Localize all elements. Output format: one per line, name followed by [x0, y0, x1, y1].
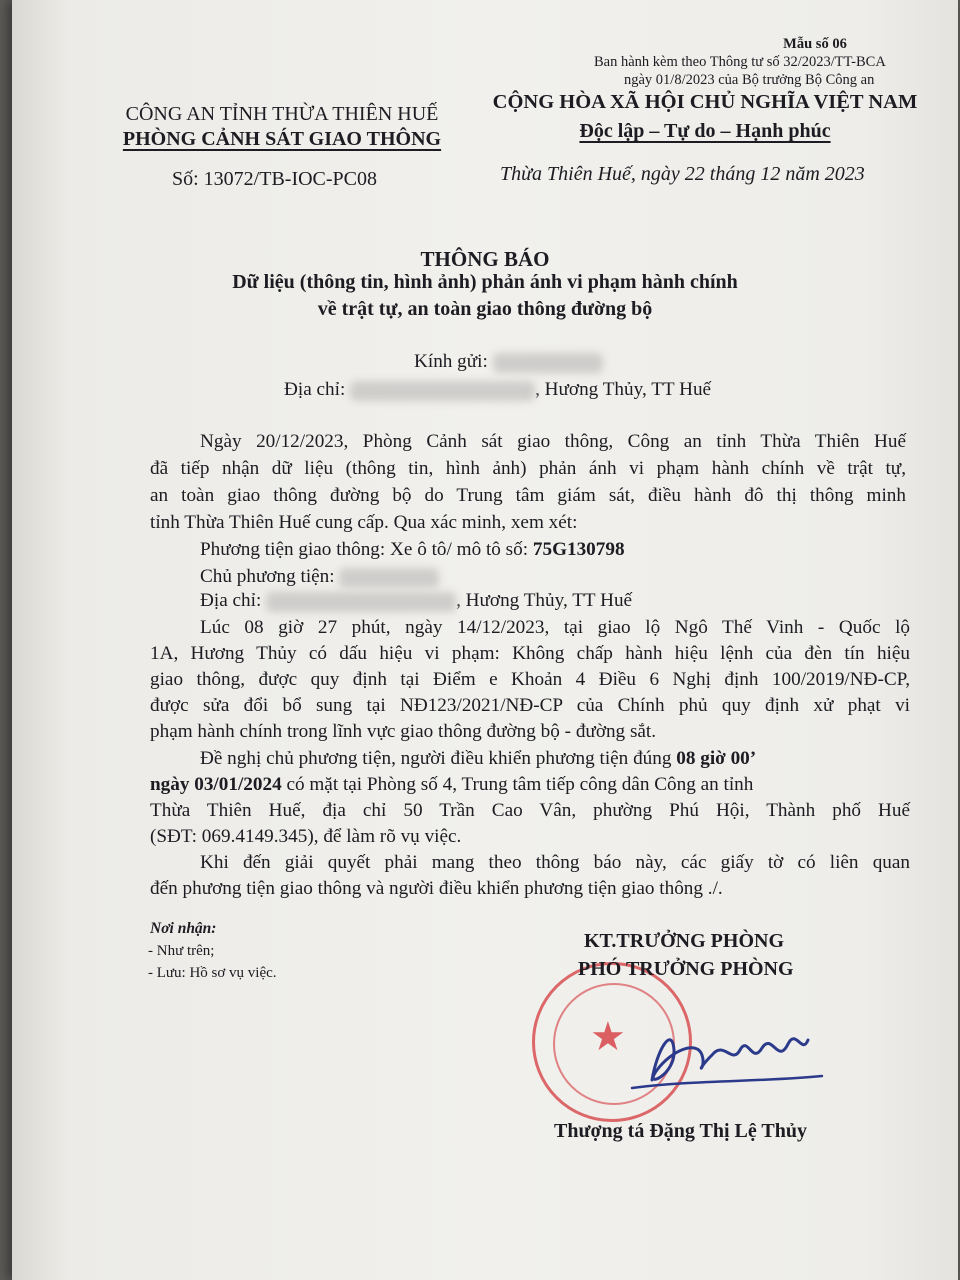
para2-line3: giao thông, được quy định tại Điểm e Khoản 4 Điều 6 Nghị định 100/2019/NĐ-CP, [150, 669, 910, 690]
form-issued-date: ngày 01/8/2023 của Bộ trưởng Bộ Công an [624, 72, 875, 88]
para3-line2: ngày 03/01/2024 có mặt tại Phòng số 4, Trung tâm tiếp công dân Công an tỉnh [150, 774, 754, 795]
para2-line2: 1A, Hương Thủy có dấu hiệu vi phạm: Không chấp hành hiệu lệnh của đèn tín hiệu [150, 643, 910, 664]
doc-number: Số: 13072/TB-IOC-PC08 [172, 168, 378, 190]
recipients-item2: - Lưu: Hồ sơ vụ việc. [148, 965, 277, 981]
signer-name: Thượng tá Đặng Thị Lệ Thủy [554, 1120, 807, 1142]
recipient-line [414, 348, 603, 376]
para3-line1: Đề nghị chủ phương tiện, người điều khiển phương tiện đúng 08 giờ 00’ [200, 748, 757, 769]
para3-line4: (SĐT: 069.4149.345), để làm rõ vụ việc. [150, 826, 462, 847]
owner-address-line: Địa chỉ: , Hương Thủy, TT Huế [200, 590, 633, 611]
sign-title-2: PHÓ TRƯỞNG PHÒNG [578, 958, 794, 980]
gov-motto: Độc lập – Tự do – Hạnh phúc [579, 120, 831, 142]
para1-line1: Ngày 20/12/2023, Phòng Cảnh sát giao thông, Công an tỉnh Thừa Thiên Huế [200, 431, 906, 452]
address-tail: Hương Thủy, TT Huế [544, 379, 712, 400]
para1-line3: an toàn giao thông đường bộ do Trung tâm giám sát, điều hành đô thị thông minh [150, 485, 906, 506]
form-issued-with: Ban hành kèm theo Thông tư số 32/2023/TT-BCA [594, 54, 886, 70]
appointment-date: ngày 03/01/2024 [150, 774, 282, 795]
para2-line4: được sửa đổi bổ sung tại NĐ123/2021/NĐ-CP của Chính phủ quy định xử phạt vi [150, 695, 910, 716]
to-label: Kính gửi: [414, 351, 488, 372]
para4-line2: đến phương tiện giao thông và người điều khiển phương tiện giao thông ./. [150, 878, 723, 899]
seal-star-icon: ★ [590, 1014, 626, 1059]
para1-line2: đã tiếp nhận dữ liệu (thông tin, hình ảnh) phản ánh vi phạm hành chính về trật tự, [150, 458, 906, 479]
redacted-recipient-name [493, 353, 603, 373]
vehicle-label: Phương tiện giao thông: Xe ô tô/ mô tô số: [200, 539, 529, 560]
doc-subtitle-line1: Dữ liệu (thông tin, hình ảnh) phản ánh vi phạm hành chính [232, 271, 738, 293]
para4-line1: Khi đến giải quyết phải mang theo thông báo này, các giấy tờ có liên quan [200, 852, 910, 873]
org-block [112, 102, 452, 152]
owner-address-label: Địa chỉ: [200, 590, 262, 611]
document-page [12, 0, 958, 1280]
org-unit: PHÒNG CẢNH SÁT GIAO THÔNG [122, 128, 442, 150]
recipients-label: Nơi nhận: [150, 920, 217, 937]
doc-subtitle-line2: về trật tự, an toàn giao thông đường bộ [317, 298, 653, 320]
owner-label: Chủ phương tiện: [200, 566, 335, 587]
appointment-time: 08 giờ 00’ [676, 748, 757, 769]
sign-title-1: KT.TRƯỞNG PHÒNG [584, 930, 784, 952]
redacted-owner [339, 568, 439, 588]
para2-line1: Lúc 08 giờ 27 phút, ngày 14/12/2023, tại giao lộ Ngô Thế Vinh - Quốc lộ [200, 617, 910, 638]
vehicle-line [200, 536, 625, 564]
form-number: Mẫu số 06 [783, 36, 847, 52]
vehicle-plate: 75G130798 [532, 539, 625, 560]
redacted-address [350, 381, 535, 401]
owner-address-tail: Hương Thủy, TT Huế [465, 590, 633, 611]
address-label: Địa chỉ: [284, 379, 346, 400]
place-date: Thừa Thiên Huế, ngày 22 tháng 12 năm 2023 [500, 163, 865, 185]
para2-line5: phạm hành chính trong lĩnh vực giao thông đường bộ - đường sắt. [150, 721, 657, 742]
para1-line4: tỉnh Thừa Thiên Huế cung cấp. Qua xác minh, xem xét: [150, 512, 578, 533]
recipients-item1: - Như trên; [148, 943, 215, 959]
doc-title: THÔNG BÁO [420, 247, 550, 271]
gov-block [470, 88, 940, 146]
org-parent: CÔNG AN TỈNH THỪA THIÊN HUẾ [125, 103, 439, 125]
gov-name: CỘNG HÒA XÃ HỘI CHỦ NGHĨA VIỆT NAM [492, 91, 918, 113]
redacted-owner-address [266, 592, 456, 612]
handwritten-signature [612, 1010, 832, 1110]
recipient-address-line: Địa chỉ: , Hương Thủy, TT Huế [284, 379, 712, 400]
para3-line3: Thừa Thiên Huế, địa chỉ 50 Trần Cao Vân, phường Phú Hội, Thành phố Huế [150, 800, 910, 821]
